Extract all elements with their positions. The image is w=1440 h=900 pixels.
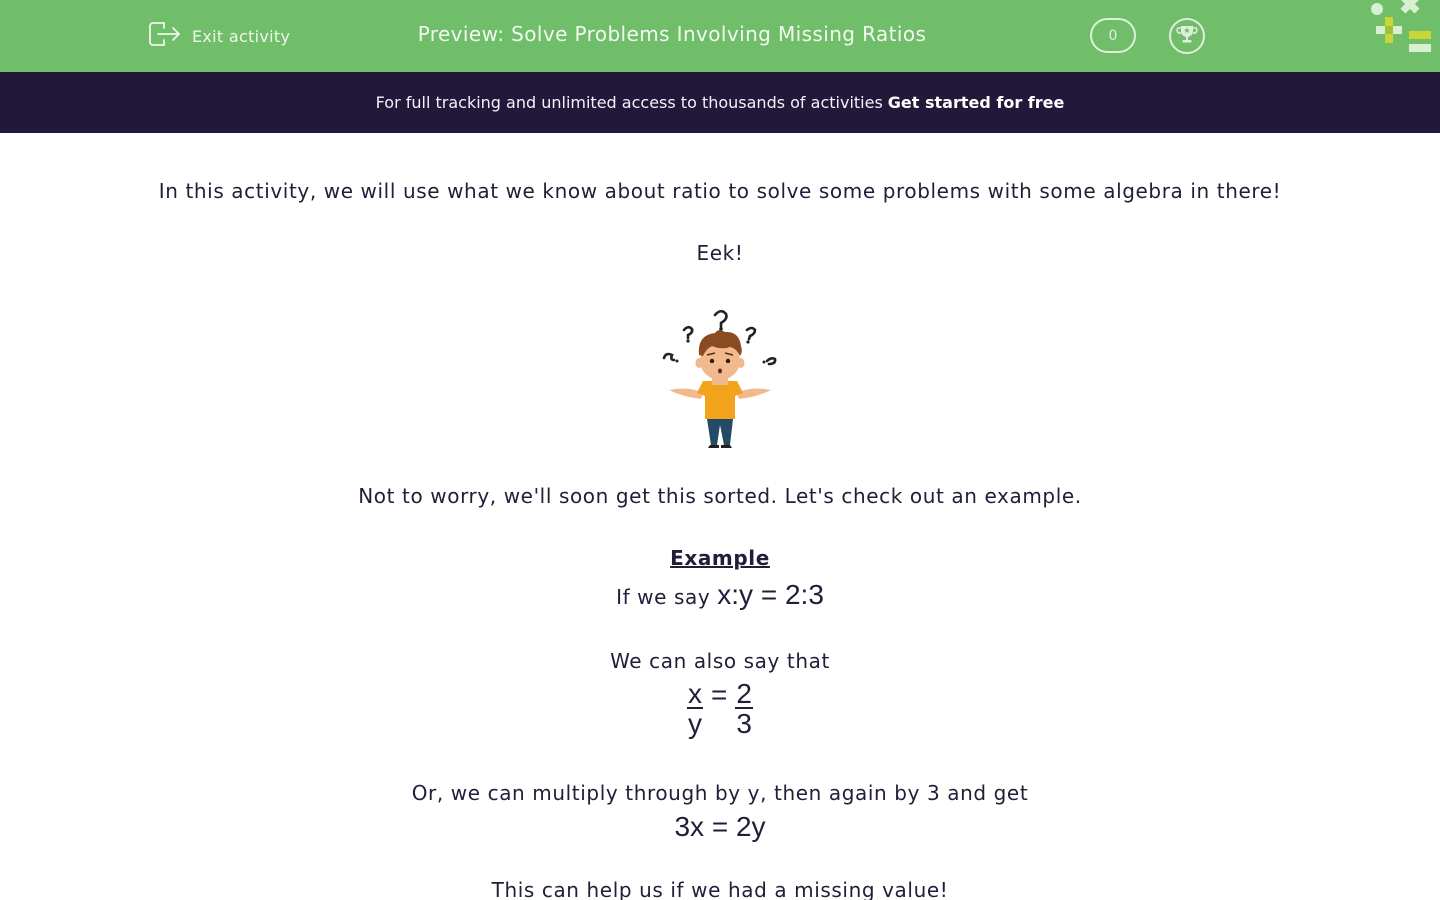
top-bar <box>0 0 1440 72</box>
example-heading: Example <box>670 546 770 570</box>
ratio-expression: x:y = 2:3 <box>717 579 824 610</box>
eek-text: Eek! <box>696 241 744 265</box>
brand-logo <box>1368 0 1440 60</box>
trophy-button[interactable] <box>1169 18 1205 54</box>
fraction-2-over-3: $\frac{2}{3}$ <box>736 678 752 739</box>
equals-sign: = <box>711 679 728 710</box>
fraction-equation <box>0 678 1440 739</box>
exit-activity-label: Exit activity <box>192 26 291 46</box>
banner-text: For full tracking and unlimited access to thousands of activities <box>375 93 883 112</box>
also-say-text: We can also say that <box>610 649 830 673</box>
fraction-x-over-y: $\frac{x}{y}$ <box>688 678 703 739</box>
intro-text: In this activity, we will use what we know about ratio to solve some problems with some algebra in there! <box>158 179 1282 203</box>
confused-boy-illustration <box>655 303 785 453</box>
if-we-say-text: If we say <box>616 585 711 609</box>
example-ratio-line <box>0 579 1440 611</box>
get-started-link[interactable]: Get started for free <box>887 93 1065 112</box>
page-title: Preview: Solve Problems Involving Missing Ratios <box>417 22 927 46</box>
score-badge: 0 <box>1090 18 1136 53</box>
trophy-icon <box>1176 23 1198 49</box>
missing-value-text: This can help us if we had a missing value! <box>491 878 949 900</box>
upgrade-banner <box>0 72 1440 133</box>
result-expression: 3x = 2y <box>674 811 766 842</box>
reassure-text: Not to worry, we'll soon get this sorted. Let's check out an example. <box>358 484 1082 508</box>
multiply-text: Or, we can multiply through by y, then again by 3 and get <box>411 781 1029 805</box>
